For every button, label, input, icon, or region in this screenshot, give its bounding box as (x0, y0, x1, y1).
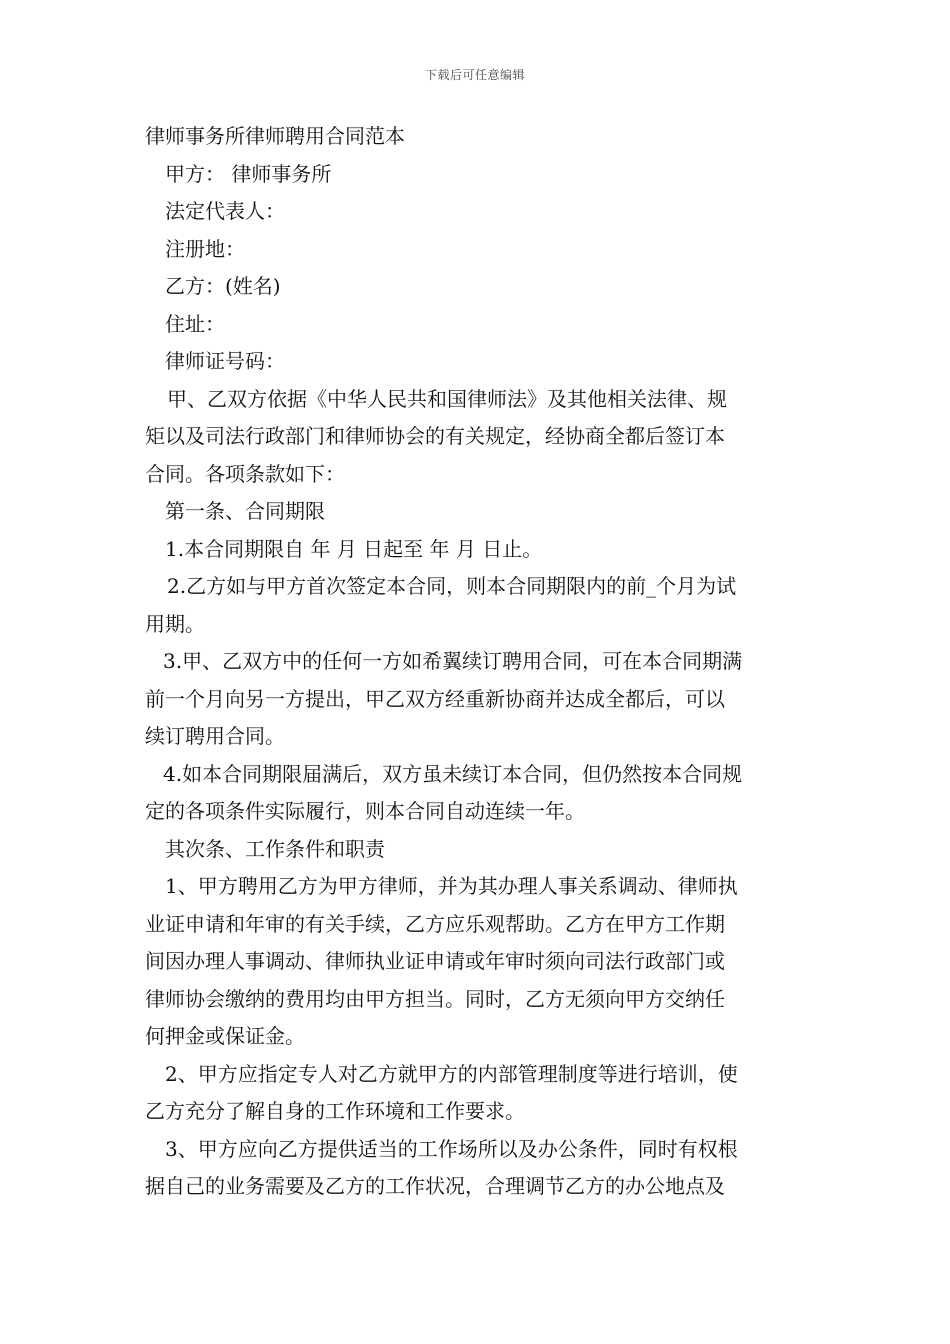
article1-clause-4-line: 4.如本合同期限届满后，双方虽未续订本合同，但仍然按本合同规 (163, 761, 743, 786)
party-b-line: 乙方：(姓名) (165, 274, 281, 298)
intro-line: 合同。各项条款如下： (145, 461, 345, 486)
intro-line: 甲、乙双方依据《中华人民共和国律师法》及其他相关法律、规 (167, 386, 727, 411)
license-no-line: 律师证号码： (165, 349, 285, 373)
article2-clause-1-line: 业证申请和年审的有关手续，乙方应乐观帮助。乙方在甲方工作期 (145, 911, 725, 936)
header-note: 下载后可任意编辑 (424, 68, 525, 82)
article1-clause-3-line: 3.甲、乙双方中的任何一方如希翼续订聘用合同，可在本合同期满 (163, 649, 743, 673)
article2-clause-1-line: 何押金或保证金。 (145, 1024, 305, 1048)
article1-clause-2-line: 用期。 (145, 611, 205, 636)
intro-line: 矩以及司法行政部门和律师协会的有关规定，经协商全都后签订本 (145, 424, 725, 448)
legal-rep-line: 法定代表人： (165, 199, 285, 223)
document-title: 律师事务所律师聘用合同范本 (145, 124, 405, 148)
article2-clause-2-line: 2、甲方应指定专人对乙方就甲方的内部管理制度等进行培训，使 (165, 1061, 738, 1086)
article2-title: 其次条、工作条件和职责 (165, 836, 385, 861)
reg-address-line: 注册地： (165, 236, 245, 261)
article2-clause-3-line: 3、甲方应向乙方提供适当的工作场所以及办公条件，同时有权根 (165, 1136, 738, 1161)
article2-clause-1-line: 1、甲方聘用乙方为甲方律师，并为其办理人事关系调动、律师执 (165, 874, 738, 898)
article1-clause-1: 1.本合同期限自 年 月 日起至 年 月 日止。 (165, 536, 543, 561)
article2-clause-1-line: 间因办理人事调动、律师执业证申请或年审时须向司法行政部门或 (145, 949, 725, 973)
article2-clause-3-line: 据自己的业务需要及乙方的工作状况，合理调节乙方的办公地点及 (145, 1174, 725, 1198)
article1-clause-3-line: 续订聘用合同。 (145, 724, 285, 748)
article1-clause-3-line: 前一个月向另一方提出，甲乙双方经重新协商并达成全都后，可以 (145, 686, 725, 711)
article2-clause-2-line: 乙方充分了解自身的工作环境和工作要求。 (145, 1099, 525, 1123)
article2-clause-1-line: 律师协会缴纳的费用均由甲方担当。同时，乙方无须向甲方交纳任 (145, 986, 725, 1011)
article1-clause-2-line: 2.乙方如与甲方首次签定本合同，则本合同期限内的前_个月为试 (167, 574, 737, 598)
address-line: 住址： (165, 311, 225, 336)
article1-title: 第一条、合同期限 (165, 499, 325, 523)
party-a-line: 甲方： 律师事务所 (165, 161, 332, 186)
document-body (145, 118, 810, 1206)
article1-clause-4-line: 定的各项条件实际履行，则本合同自动连续一年。 (145, 799, 585, 823)
